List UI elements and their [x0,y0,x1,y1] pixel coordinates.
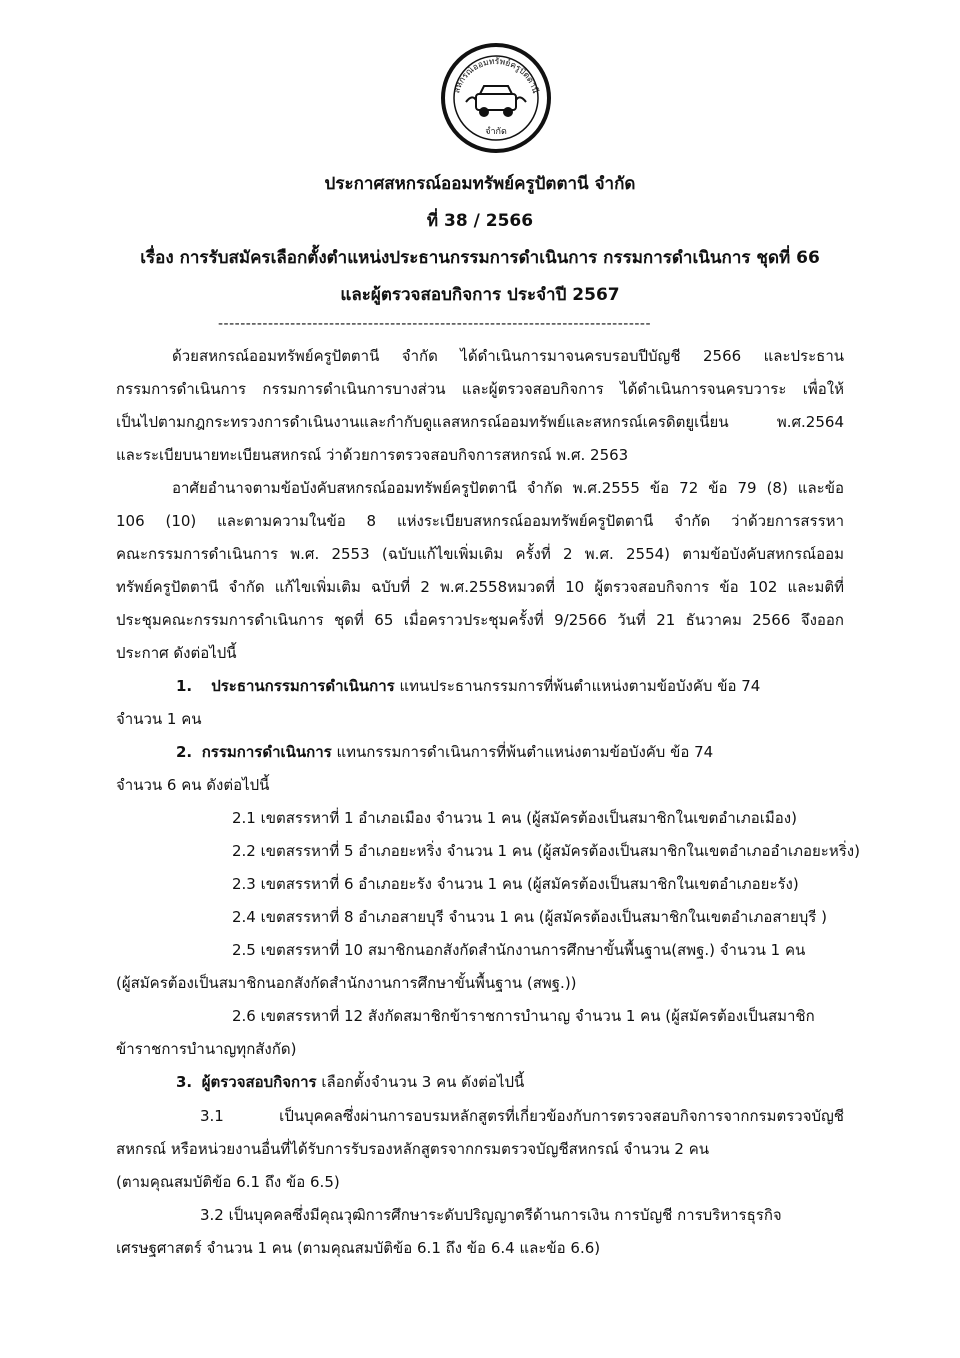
paragraph-2-line-2: 106 (10) และตามความในข้อ 8 แห่งระเบียบสหกรณ์ออมทรัพย์ครูปัตตานี จำกัด ว่าด้วยการสรรหา [116,512,844,530]
item-2-heading [176,740,713,764]
paragraph-1-line-3: เป็นไปตามกฎกระทรวงการดำเนินงานและกำกับดูแลสหกรณ์ออมทรัพย์และสหกรณ์เครดิตยูเนี่ยน พ.ศ.2564 [116,413,844,431]
item-2-5: 2.5 เขตสรรหาที่ 10 สมาชิกนอกสังกัดสำนักงานการศึกษาขั้นพื้นฐาน(สพฐ.) จำนวน 1 คน [232,941,806,959]
announcement-title: ประกาศสหกรณ์ออมทรัพย์ครูปัตตานี จำกัด [324,174,636,194]
separator-line: ------------------------------------------------------------------------------ [218,316,652,332]
item-2-5-note: (ผู้สมัครต้องเป็นสมาชิกนอกสังกัดสำนักงานการศึกษาขั้นพื้นฐาน (สพฐ.)) [116,974,577,992]
item-2-title: กรรมการดำเนินการ [201,743,332,761]
paragraph-2-line-1: อาศัยอำนาจตามข้อบังคับสหกรณ์ออมทรัพย์ครูปัตตานี จำกัด พ.ศ.2555 ข้อ 72 ข้อ 79 (8) และข้อ [172,479,844,497]
item-2-text: แทนกรรมการดำเนินการที่พ้นตำแหน่งตามข้อบังคับ ข้อ 74 [331,743,714,761]
item-1-title: ประธานกรรมการดำเนินการ [211,677,395,695]
cooperative-seal-logo [440,42,552,154]
announcement-subject-line1: เรื่อง การรับสมัครเลือกตั้งตำแหน่งประธานกรรมการดำเนินการ กรรมการดำเนินการ ชุดที่ 66 [140,248,820,268]
paragraph-1-line-2: กรรมการดำเนินการ กรรมการดำเนินการบางส่วน และผู้ตรวจสอบกิจการ ได้ดำเนินการจนครบวาระ เพื่อให้ [116,380,844,398]
item-3-text: เลือกตั้งจำนวน 3 คน ดังต่อไปนี้ [316,1073,525,1091]
item-3-1-line-2: สหกรณ์ หรือหน่วยงานอื่นที่ได้รับการรับรองหลักสูตรจากกรมตรวจบัญชีสหกรณ์ จำนวน 2 คน [116,1140,710,1158]
paragraph-2-line-6: ประกาศ ดังต่อไปนี้ [116,644,237,662]
paragraph-1-line-4: และระเบียบนายทะเบียนสหกรณ์ ว่าด้วยการตรวจสอบกิจการสหกรณ์ พ.ศ. 2563 [116,446,629,464]
item-2-6: 2.6 เขตสรรหาที่ 12 สังกัดสมาชิกข้าราชการบำนาญ จำนวน 1 คน (ผู้สมัครต้องเป็นสมาชิก [232,1007,815,1025]
item-2-6-note: ข้าราชการบำนาญทุกสังกัด) [116,1040,297,1058]
svg-text:จำกัด: จำกัด [485,127,507,137]
item-1-number: 1. [176,677,193,695]
item-2-count: จำนวน 6 คน ดังต่อไปนี้ [116,776,270,794]
svg-text:สหกรณ์ออมทรัพย์ครูปัตตานี: สหกรณ์ออมทรัพย์ครูปัตตานี [452,56,540,95]
paragraph-2-line-5: ประชุมคณะกรรมการดำเนินการ ชุดที่ 65 เมื่อคราวประชุมครั้งที่ 9/2566 วันที่ 21 ธันวาคม 2566 จึงออก [116,611,844,629]
announcement-subject-line2: และผู้ตรวจสอบกิจการ ประจำปี 2567 [340,285,620,305]
item-1-heading [176,674,760,698]
announcement-number: ที่ 38 / 2566 [426,211,534,231]
item-3-2-line-2: เศรษฐศาสตร์ จำนวน 1 คน (ตามคุณสมบัติข้อ 6.1 ถึง ข้อ 6.4 และข้อ 6.6) [116,1239,601,1257]
item-1-text: แทนประธานกรรมการที่พ้นตำแหน่งตามข้อบังคับ ข้อ 74 [394,677,761,695]
item-3-1-line-1: 3.1 เป็นบุคคลซึ่งผ่านการอบรมหลักสูตรที่เกี่ยวข้องกับการตรวจสอบกิจการจากกรมตรวจบัญชี [200,1107,844,1125]
item-2-4: 2.4 เขตสรรหาที่ 8 อำเภอสายบุรี จำนวน 1 คน (ผู้สมัครต้องเป็นสมาชิกในเขตอำเภอสายบุรี ) [232,908,827,926]
item-3-title: ผู้ตรวจสอบกิจการ [201,1073,317,1091]
item-2-2: 2.2 เขตสรรหาที่ 5 อำเภอยะหริ่ง จำนวน 1 คน (ผู้สมัครต้องเป็นสมาชิกในเขตอำเภออำเภอยะหริ่ง) [232,842,860,860]
paragraph-1-line-1: ด้วยสหกรณ์ออมทรัพย์ครูปัตตานี จำกัด ได้ดำเนินการมาจนครบรอบปีบัญชี 2566 และประธาน [172,347,844,365]
item-2-1: 2.1 เขตสรรหาที่ 1 อำเภอเมือง จำนวน 1 คน (ผู้สมัครต้องเป็นสมาชิกในเขตอำเภอเมือง) [232,809,797,827]
item-3-number: 3. [176,1073,193,1091]
item-2-3: 2.3 เขตสรรหาที่ 6 อำเภอยะรัง จำนวน 1 คน (ผู้สมัครต้องเป็นสมาชิกในเขตอำเภอยะรัง) [232,875,799,893]
item-3-1-line-3: (ตามคุณสมบัติข้อ 6.1 ถึง ข้อ 6.5) [116,1173,340,1191]
item-3-2-line-1: 3.2 เป็นบุคคลซึ่งมีคุณวุฒิการศึกษาระดับปริญญาตรีด้านการเงิน การบัญชี การบริหารธุรกิจ [200,1206,782,1224]
paragraph-2-line-4: ทรัพย์ครูปัตตานี จำกัด แก้ไขเพิ่มเติม ฉบับที่ 2 พ.ศ.2558หมวดที่ 10 ผู้ตรวจสอบกิจการ ข้อ 102 และมติที่ [116,578,844,596]
item-2-number: 2. [176,743,193,761]
paragraph-2-line-3: คณะกรรมการดำเนินการ พ.ศ. 2553 (ฉบับแก้ไขเพิ่มเติม ครั้งที่ 2 พ.ศ. 2554) ตามข้อบังคับสหกรณ์ออม [116,545,844,563]
item-1-count: จำนวน 1 คน [116,710,202,728]
item-3-heading [176,1070,524,1094]
